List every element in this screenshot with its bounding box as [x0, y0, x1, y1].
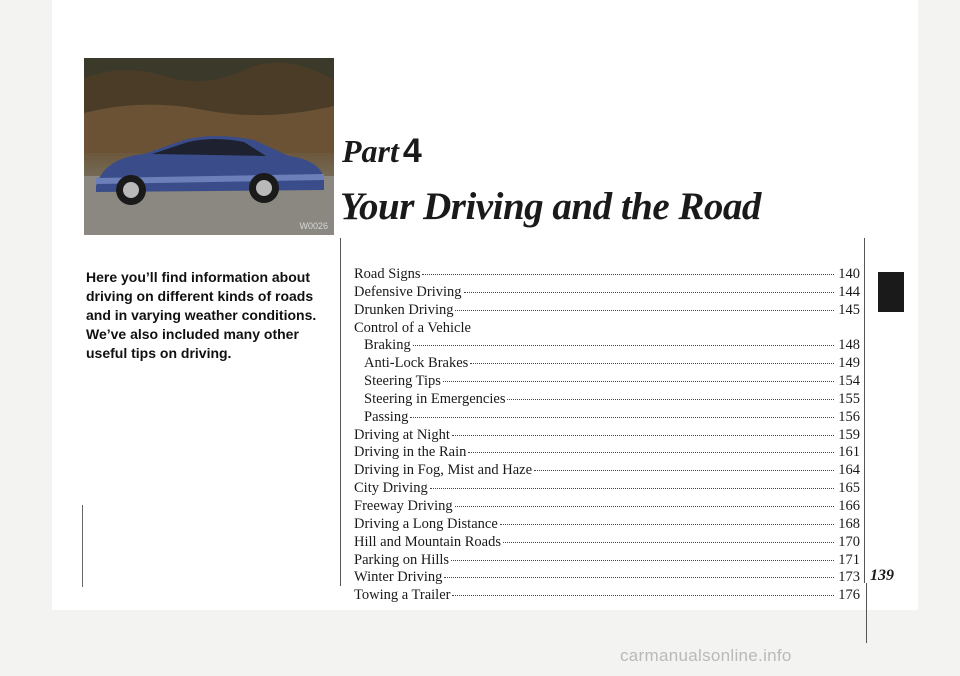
toc-entry-page: 154 — [838, 373, 860, 390]
toc-entry-title: Driving in Fog, Mist and Haze — [354, 462, 533, 479]
divider-left-lower — [82, 505, 83, 587]
toc-dot-leader — [452, 595, 834, 596]
toc-entry-page: 170 — [838, 533, 860, 550]
toc-entry-page: 168 — [838, 515, 860, 532]
toc-entry-title: Hill and Mountain Roads — [354, 533, 502, 550]
toc-entry-title: Winter Driving — [354, 569, 443, 586]
toc-dot-leader — [451, 560, 834, 561]
toc-entry-title: Control of a Vehicle — [354, 319, 471, 336]
toc-entry[interactable] — [354, 266, 860, 284]
toc-entry-title: Driving a Long Distance — [354, 515, 498, 532]
car-photo — [84, 58, 334, 235]
part-title: Your Driving and the Road — [340, 185, 761, 228]
toc-entry[interactable] — [354, 302, 860, 320]
toc-entry[interactable] — [354, 462, 860, 480]
toc-entry-page: 149 — [838, 355, 860, 372]
toc-dot-leader — [422, 274, 834, 275]
toc-entry-title: City Driving — [354, 480, 428, 497]
toc-dot-leader — [410, 417, 834, 418]
part-number: 4 — [402, 132, 422, 170]
part-heading — [342, 132, 422, 171]
toc-entry-title: Parking on Hills — [354, 551, 450, 568]
toc-entry-title: Road Signs — [354, 266, 421, 282]
intro-text: Here you’ll find information about driving on different kinds of roads and in varying weather conditions. We’ve also included many other useful tips on driving. — [86, 269, 317, 361]
toc-dot-leader — [468, 452, 834, 453]
toc-entry[interactable] — [354, 498, 860, 516]
toc-entry-title: Drunken Driving — [354, 301, 454, 318]
table-of-contents — [354, 266, 860, 605]
toc-entry[interactable] — [354, 444, 860, 462]
toc-dot-leader — [430, 488, 834, 489]
toc-dot-leader — [452, 435, 834, 436]
toc-entry-page: 148 — [838, 337, 860, 354]
section-tab-marker — [878, 272, 904, 312]
toc-entry[interactable] — [354, 534, 860, 552]
toc-entry-page: 161 — [838, 444, 860, 461]
toc-entry[interactable] — [354, 427, 860, 445]
toc-entry-title: Towing a Trailer — [354, 587, 451, 604]
toc-entry-title: Driving in the Rain — [354, 444, 467, 461]
toc-dot-leader — [455, 506, 834, 507]
toc-entry[interactable] — [354, 320, 860, 338]
toc-entry[interactable] — [354, 337, 860, 355]
toc-entry[interactable] — [354, 355, 860, 373]
page-number: 139 — [870, 567, 894, 584]
watermark-text: carmanualsonline.info — [620, 646, 792, 665]
toc-entry-page: 164 — [838, 462, 860, 479]
toc-entry[interactable] — [354, 391, 860, 409]
toc-entry-page: 155 — [838, 390, 860, 407]
toc-entry-page: 165 — [838, 480, 860, 497]
toc-dot-leader — [444, 577, 834, 578]
toc-entry[interactable] — [354, 516, 860, 534]
toc-dot-leader — [443, 381, 834, 382]
toc-entry-page: 144 — [838, 283, 860, 300]
part-label: Part — [342, 133, 399, 169]
toc-entry[interactable] — [354, 409, 860, 427]
toc-entry[interactable] — [354, 587, 860, 605]
toc-entry-page: 145 — [838, 301, 860, 318]
toc-entry[interactable] — [354, 569, 860, 587]
toc-dot-leader — [503, 542, 834, 543]
photo-id-label: W0026 — [299, 221, 328, 231]
toc-entry-page: 176 — [838, 587, 860, 604]
toc-dot-leader — [500, 524, 834, 525]
toc-entry-title: Passing — [364, 408, 409, 425]
toc-entry[interactable] — [354, 480, 860, 498]
toc-entry-title: Defensive Driving — [354, 283, 462, 300]
toc-entry-title: Steering Tips — [364, 373, 441, 390]
toc-dot-leader — [534, 470, 834, 471]
divider-right — [864, 238, 865, 583]
toc-entry-page: 159 — [838, 426, 860, 443]
divider-left — [340, 238, 341, 586]
toc-entry-page: 140 — [838, 266, 860, 282]
toc-dot-leader — [464, 292, 834, 293]
toc-dot-leader — [413, 345, 834, 346]
toc-dot-leader — [455, 310, 834, 311]
car-illustration — [84, 58, 334, 235]
toc-dot-leader — [470, 363, 834, 364]
toc-entry[interactable] — [354, 373, 860, 391]
toc-entry[interactable] — [354, 552, 860, 570]
toc-entry-page: 156 — [838, 408, 860, 425]
toc-dot-leader — [507, 399, 834, 400]
divider-page-number — [866, 583, 867, 643]
toc-entry-title: Freeway Driving — [354, 497, 453, 514]
toc-entry-page: 171 — [838, 551, 860, 568]
toc-entry-title: Braking — [364, 337, 411, 354]
toc-entry-title: Steering in Emergencies — [364, 390, 506, 407]
toc-entry-page: 173 — [838, 569, 860, 586]
toc-entry[interactable] — [354, 284, 860, 302]
toc-entry-title: Driving at Night — [354, 426, 450, 443]
toc-entry-title: Anti-Lock Brakes — [364, 355, 469, 372]
toc-entry-page: 166 — [838, 497, 860, 514]
